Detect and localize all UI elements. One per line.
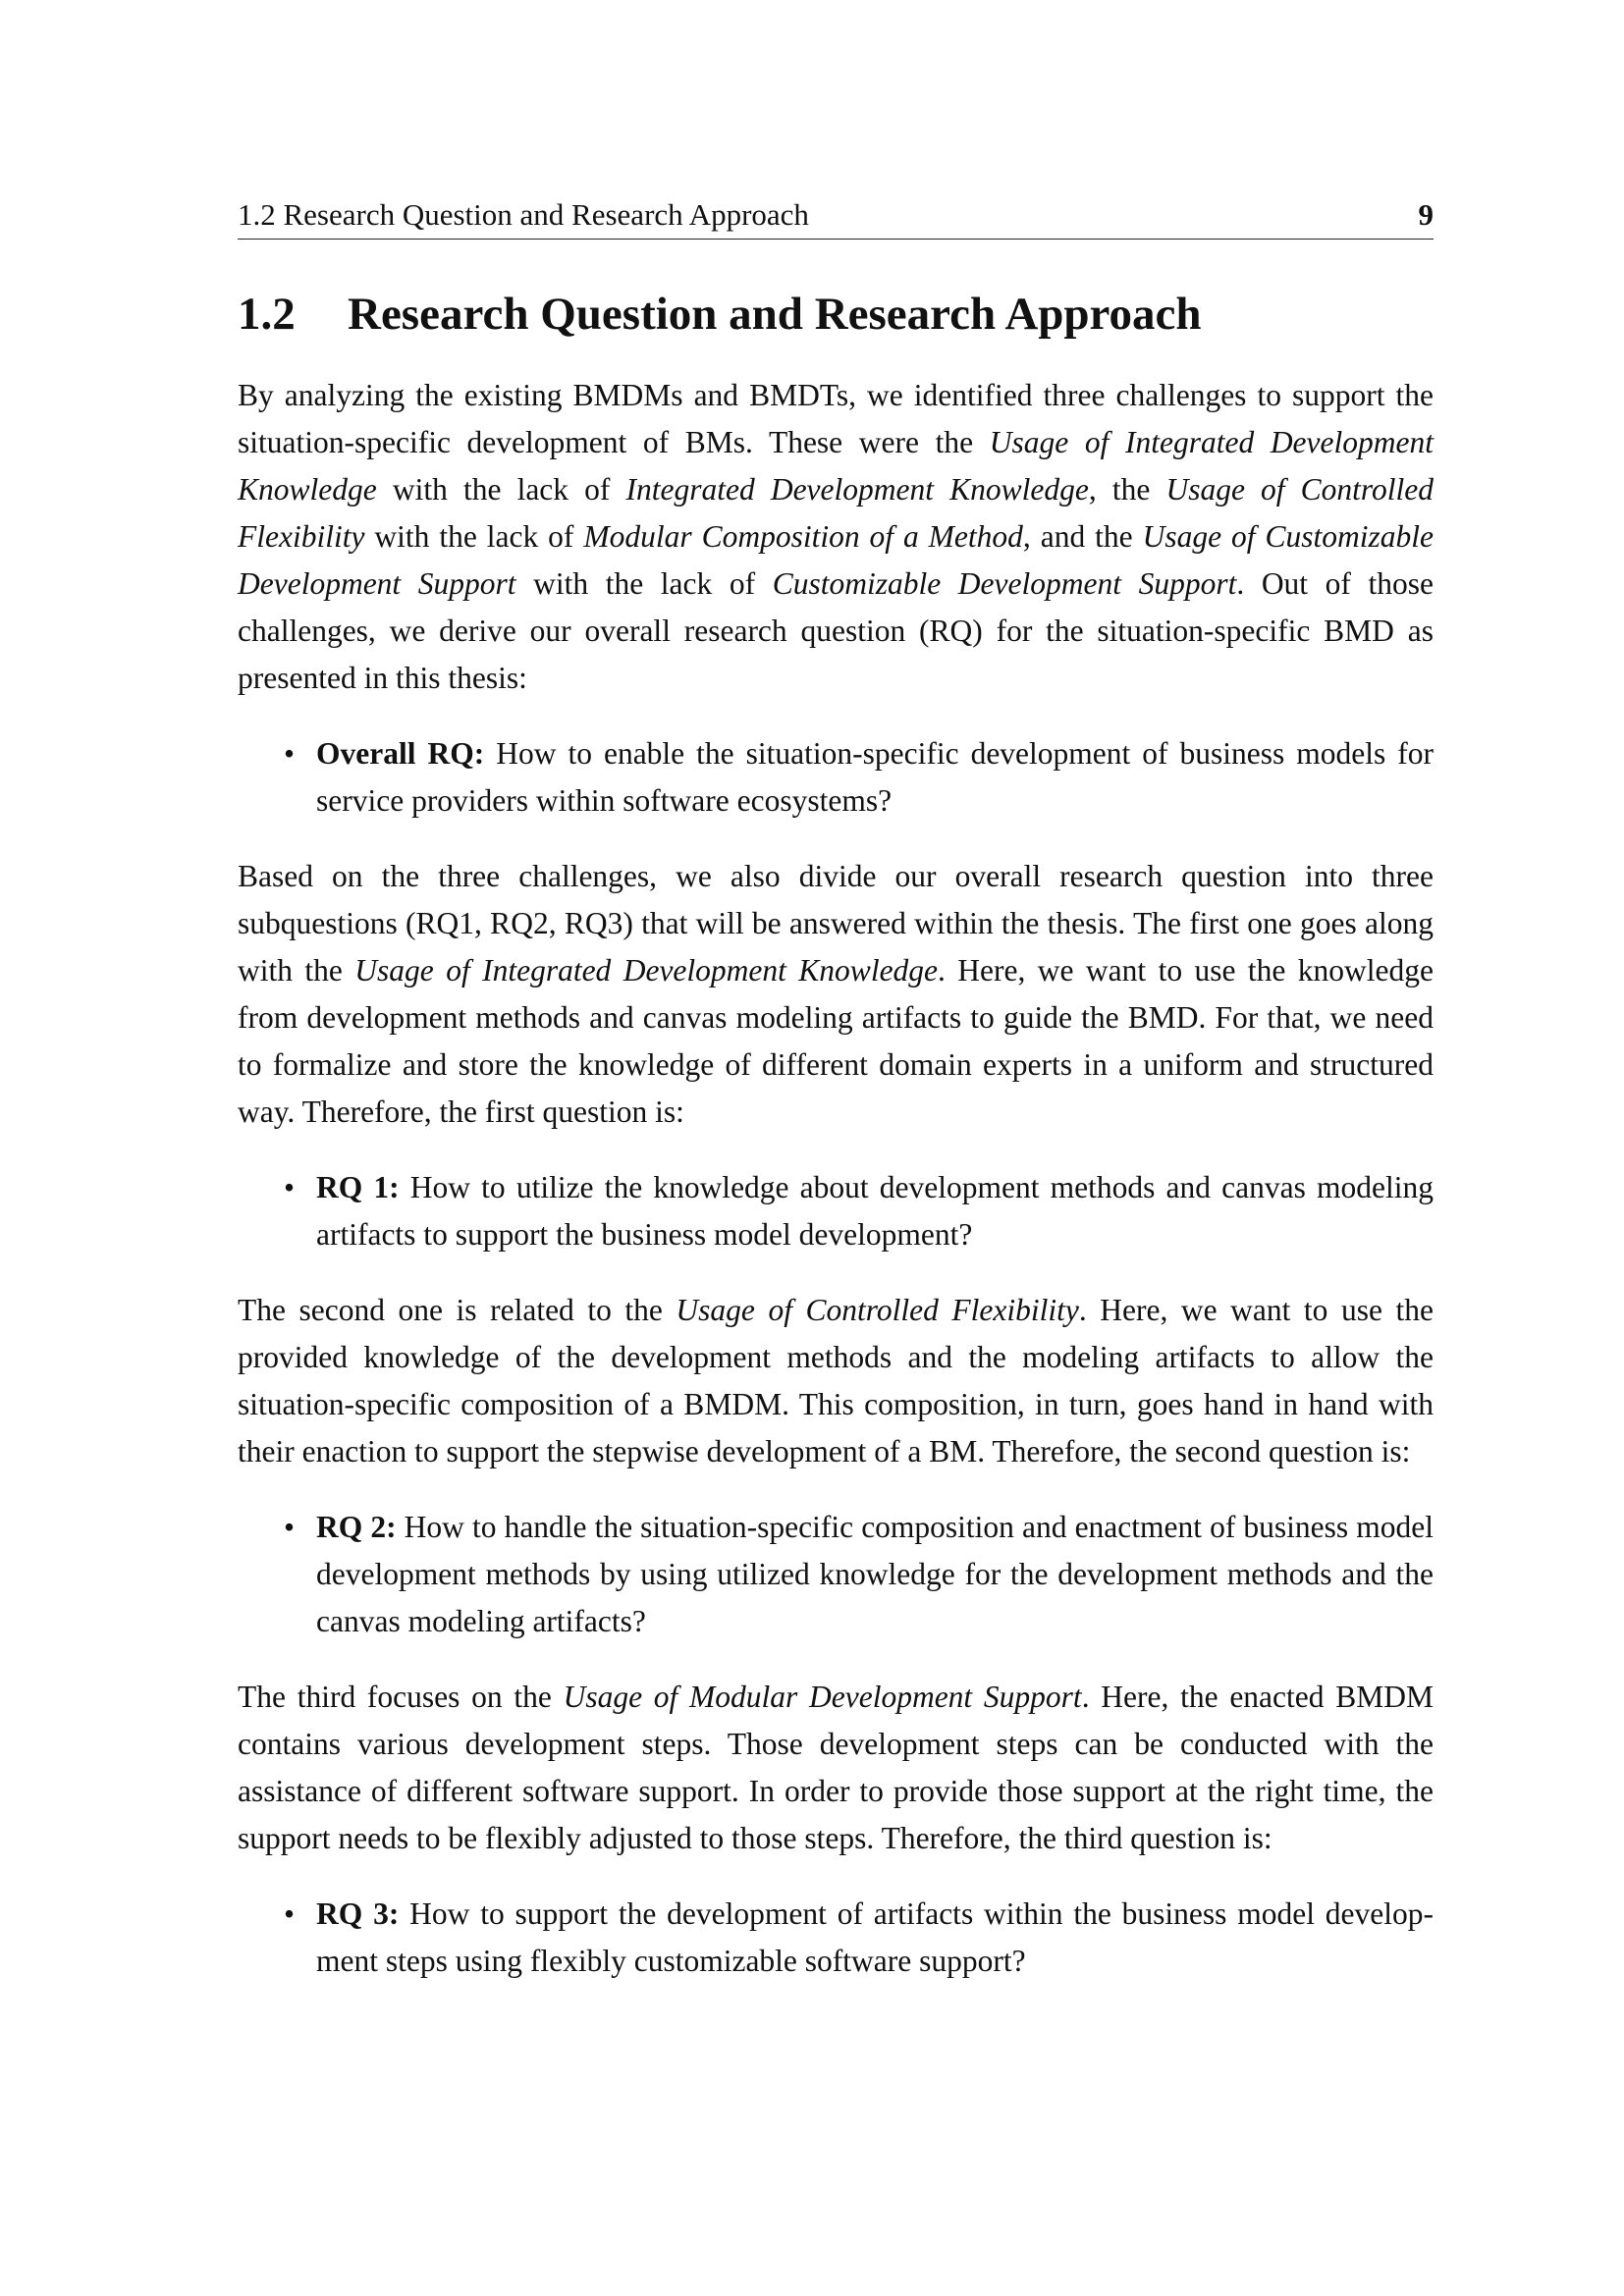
text-run: . Here, the enacted BMDM contains various development steps. Those development steps can be conducted with the assistance of different software support. In order to provide those support at the right time, the support needs to be flexibly adjusted to those steps. Therefore, the third question is: (238, 1679, 1434, 1855)
rq3-list (238, 1891, 1434, 1985)
rq-text: How to handle the situation-specific composition and enactment of business model development methods by using utilized knowledge for the development methods and the canvas modeling artifacts? (316, 1509, 1434, 1638)
bullet-icon: • (284, 1169, 296, 1204)
paragraph-second (238, 1287, 1434, 1475)
text-run: with the lack of (515, 565, 773, 601)
running-header (238, 196, 1434, 240)
text-run: , and the (1022, 518, 1143, 554)
text-run: By analyzing the existing BMDMs and BMDTs, we identified three challenges to support the situation-specific development of BMs. These were the (238, 377, 1434, 459)
italic-term: Usage of Controlled Flexibility (676, 1292, 1079, 1327)
paragraph-third (238, 1674, 1434, 1862)
rq-label: RQ 1: (316, 1169, 400, 1204)
rq-label: RQ 2: (316, 1509, 397, 1544)
italic-term: Modular Composition of a Method (583, 518, 1023, 554)
text-run: with the lack of (364, 518, 584, 554)
paragraph-subquestions (238, 853, 1434, 1136)
list-item-rq1 (284, 1164, 1434, 1258)
rq1-list (238, 1164, 1434, 1258)
list-item-rq2 (284, 1504, 1434, 1645)
rq-text: How to utilize the knowledge about development methods and canvas modeling artifacts to support the business model development? (316, 1169, 1434, 1252)
rq2-list (238, 1504, 1434, 1645)
running-title: 1.2 Research Question and Research Approach (238, 197, 809, 232)
italic-term: Usage of Integrated Development Knowledge (354, 952, 939, 988)
italic-term: Customizable Development Support (772, 565, 1237, 601)
rq-label: Overall RQ: (316, 735, 485, 771)
page-number: 9 (1418, 197, 1434, 232)
text-run: . Here, we want to use the provided knowledge of the development methods and the modeling artifacts to allow the situation-specific composition of a BMDM. This composition, in turn, goes hand in hand with their enaction to support the stepwise development of a BM. Therefore, the second question is: (238, 1292, 1434, 1468)
rq-label: RQ 3: (316, 1896, 400, 1931)
italic-term: Integrated Development Knowledge (625, 471, 1089, 507)
text-run: The third focuses on the (238, 1679, 564, 1714)
section-title: Research Question and Research Approach (348, 289, 1202, 341)
text-run: The second one is related to the (238, 1292, 677, 1327)
italic-term: Usage of Controlled Flexibility (238, 471, 1435, 554)
overall-rq-list (238, 730, 1434, 825)
bullet-icon: • (284, 1896, 296, 1931)
list-item-overall-rq (284, 730, 1434, 825)
text-run: with the lack of (376, 471, 626, 507)
document-page (238, 196, 1434, 2013)
rq-text: How to enable the situation-specific development of business models for service providers within software ecosystems? (316, 735, 1434, 818)
text-run: , the (1088, 471, 1166, 507)
bullet-icon: • (284, 1509, 296, 1544)
paragraph-challenges (238, 372, 1434, 702)
italic-term: Usage of Integrated Development Knowledge (238, 424, 1434, 507)
text-run: Based on the three challenges, we also divide our overall research question into three subquestions (RQ1, RQ2, RQ3) that will be answered within the thesis. The first one goes along with the (238, 858, 1434, 988)
section-number: 1.2 (238, 289, 296, 341)
italic-term: Usage of Customizable Development Support (238, 518, 1434, 601)
list-item-rq3 (284, 1891, 1434, 1985)
section-heading (238, 287, 1434, 342)
text-run: . Here, we want to use the knowledge from development methods and canvas modeling artifacts to guide the BMD. For that, we need to formalize and store the knowledge of different domain experts in a uniform and structured way. Therefore, the first question is: (238, 952, 1434, 1129)
bullet-icon: • (284, 735, 296, 771)
rq-text: How to support the development of artifacts within the business model develop-ment steps using flexibly customizable software support? (316, 1896, 1434, 1978)
text-run: . Out of those challenges, we derive our overall research question (RQ) for the situation-specific BMD as presented in this thesis: (238, 565, 1434, 695)
italic-term: Usage of Modular Development Support (563, 1679, 1082, 1714)
